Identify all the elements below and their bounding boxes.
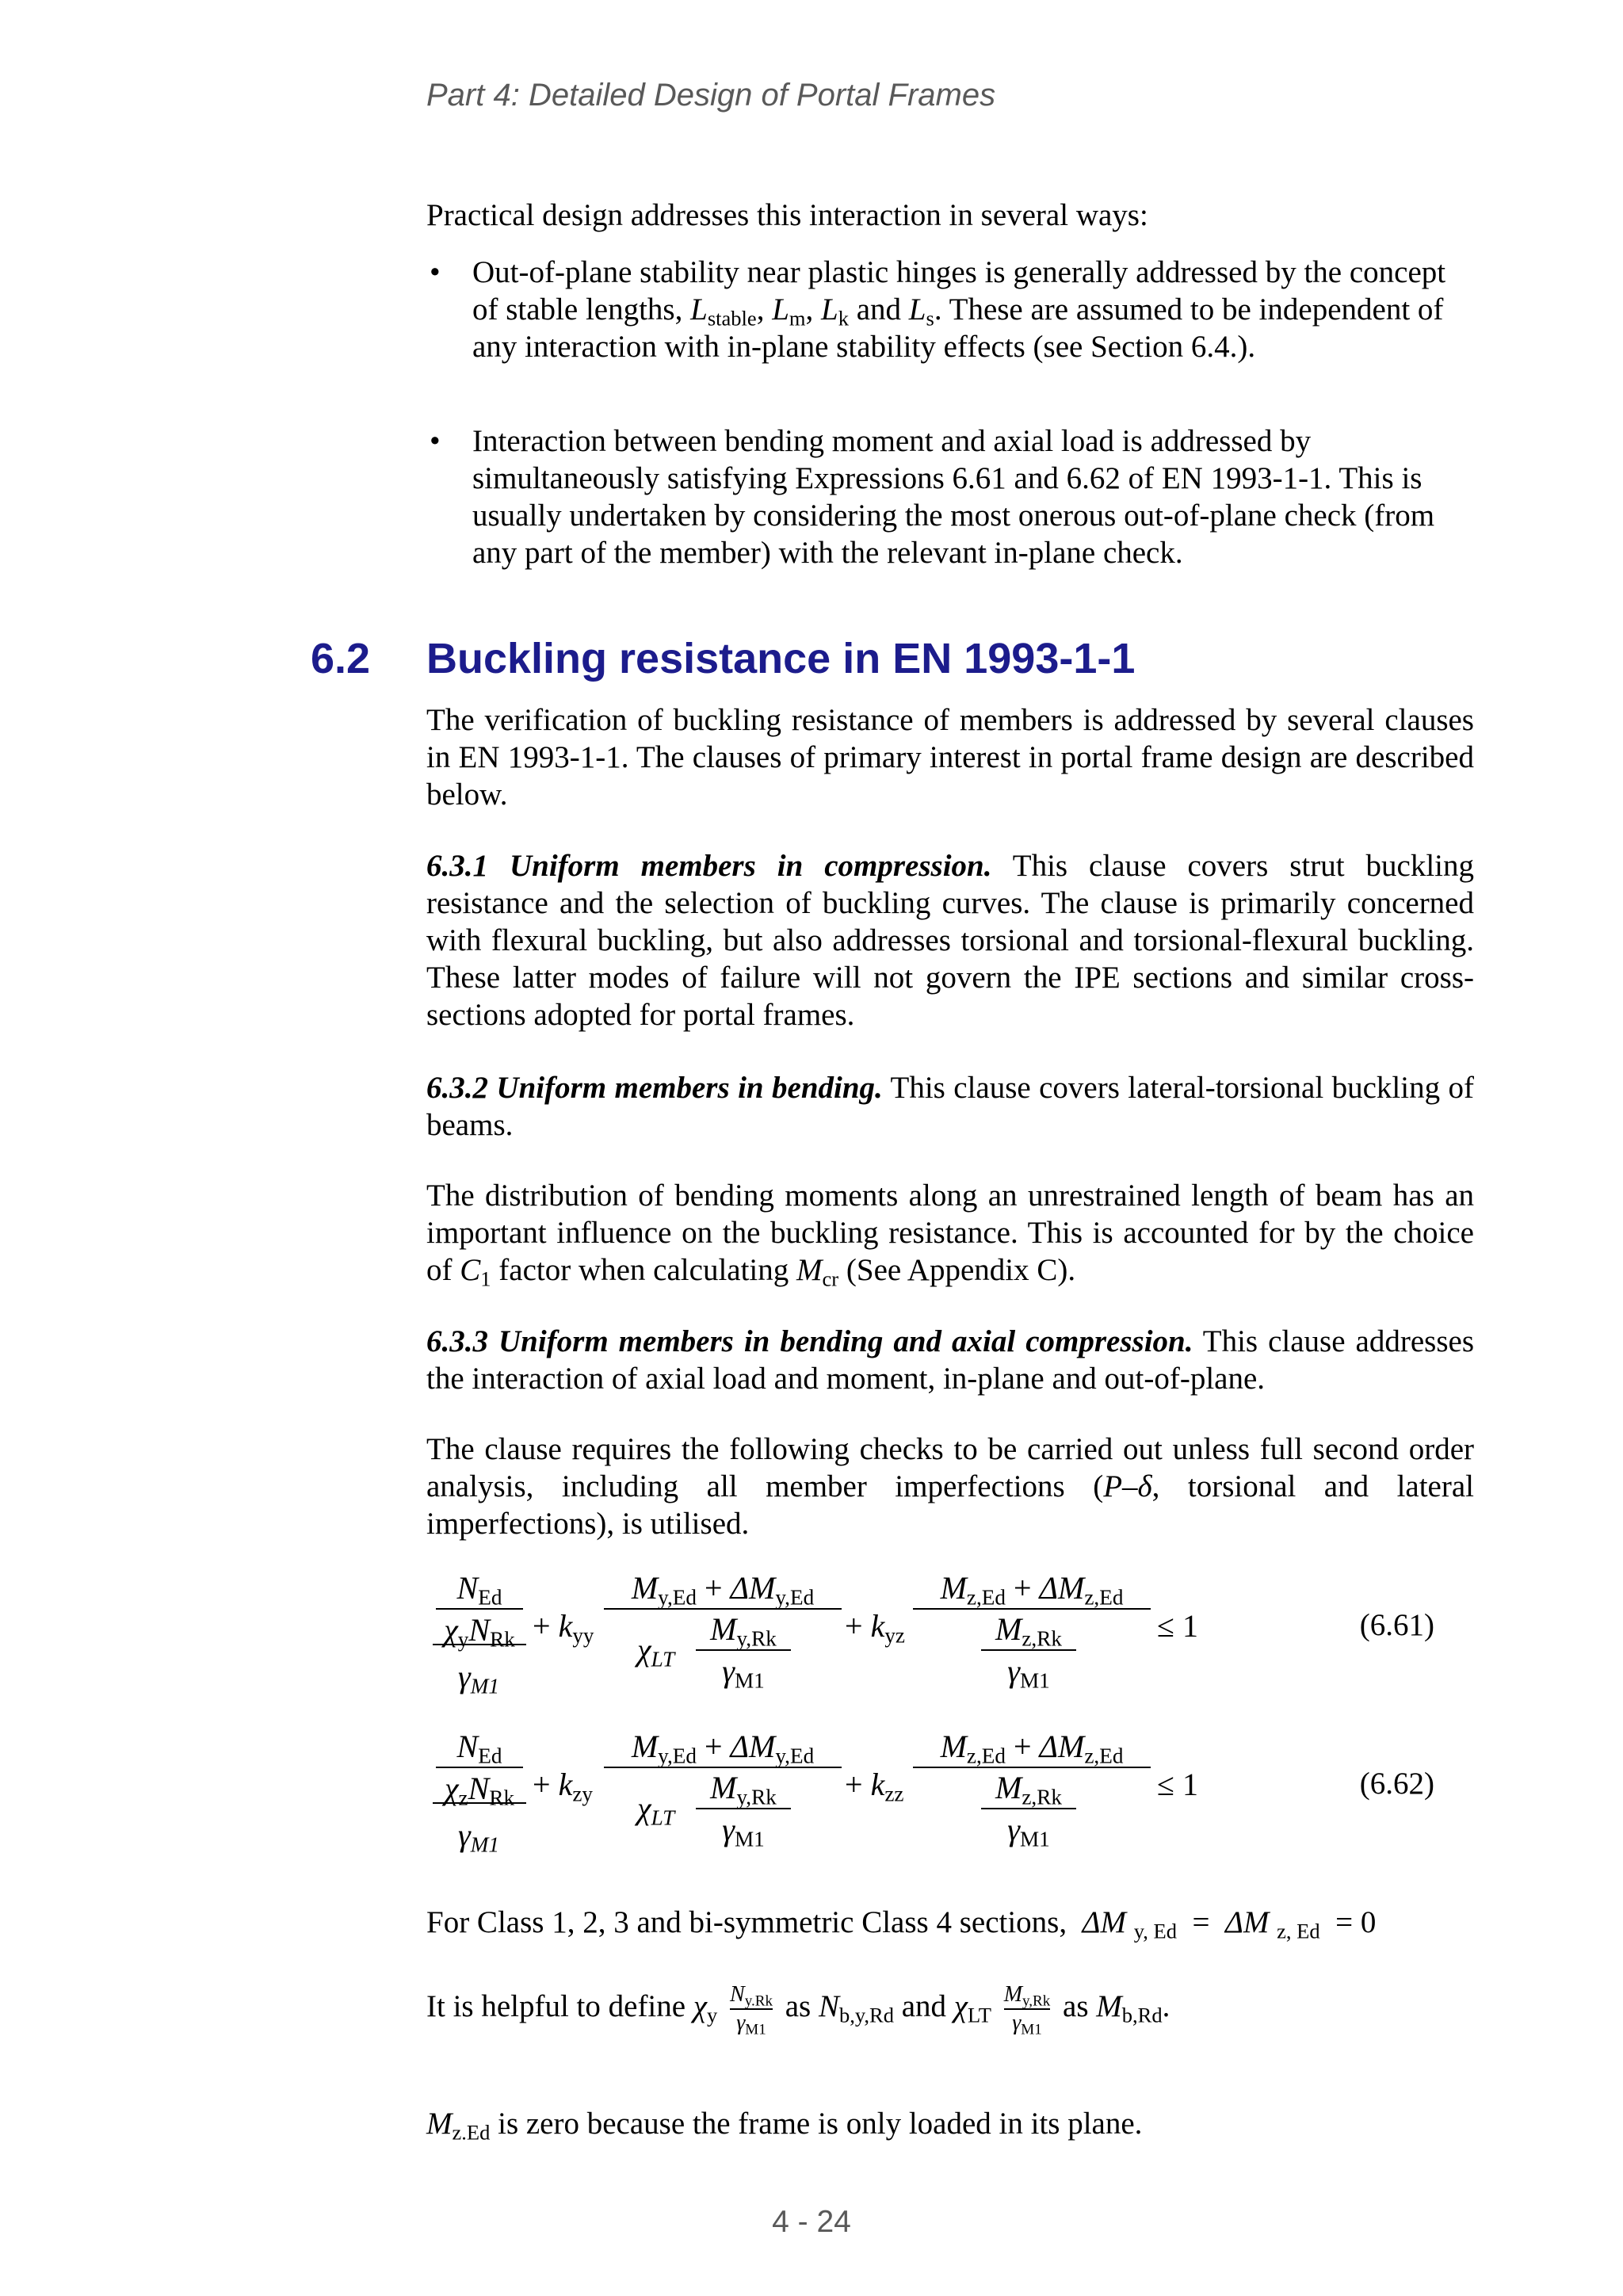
running-header: Part 4: Detailed Design of Portal Frames (426, 78, 996, 113)
clause-632-label: 6.3.2 Uniform members in bending. (426, 1071, 883, 1105)
section-number: 6.2 (311, 635, 371, 682)
bullet-item-1 (426, 254, 1474, 365)
clause-633-label: 6.3.3 Uniform members in bending and axial compression. (426, 1324, 1193, 1358)
equation-6-61: $N_{Ed}$ $\chi_yN_{Rk}$ $\gamma_{M1}$ + $k_{yy}$ $M_{y,Ed} + \Delta M_{y,Ed}$ $\chi_{LT}$ $M_{y,Rk}$ $\gamma_{M1}$ + $k_{yz}$ $M_{z,Ed} + \Delta M_{z,Ed}$ $M_{z,Rk}$ $\gamma_{M1}$ ≤ 1 (6.61) (426, 1569, 1474, 1736)
bullet-text-2: Interaction between bending moment and axial load is addressed by simultaneously satisfying Expressions 6.61 and 6.62 of EN 1993-1-1. This is usually undertaken by considering the most onerous out-of-plane check (from any part of the member) with the relevant in-plane check. (472, 424, 1435, 570)
clause-631-paragraph: 6.3.1 Uniform members in compression. This clause covers strut buckling resistance and the selection of buckling curves. The clause is primarily concerned with flexural buckling, but also addresses torsional and torsional-flexural buckling. These latter modes of failure will not govern the IPE sections and similar cross-sections adopted for portal frames. (426, 849, 1475, 1032)
checks-paragraph: The clause requires the following checks to be carried out unless full second order analysis, including all member imperfections (P–δ, torsional and lateral imperfections), is utilised. (426, 1432, 1474, 1541)
bullet-item-2 (426, 422, 1474, 571)
clause-632-paragraph: 6.3.2 Uniform members in bending. This clause covers lateral-torsional buckling of beams. (426, 1071, 1474, 1142)
define-paragraph: It is helpful to define $\chi_y$ $\frac{N_{y.Rk}}{\gamma_{M1}}$ as $N_{b,y,Rd}$ and $\chi_{LT}$ $\frac{M_{y,Rk}}{\gamma_{M1}}$ as $M_{b,Rd}$. (426, 1982, 1170, 2038)
class-sections-paragraph: For Class 1, 2, 3 and bi-symmetric Class 4 sections, ΔM $_{y, Ed}$ = ΔM $_{z, Ed}$ = 0 (426, 1905, 1377, 1943)
bullet-icon: • (430, 255, 441, 289)
equation-6-62: $N_{Ed}$ $\chi_zN_{Rk}$ $\gamma_{M1}$ + $k_{zy}$ $M_{y,Ed} + \Delta M_{y,Ed}$ $\chi_{LT}$ $M_{y,Rk}$ $\gamma_{M1}$ + $k_{zz}$ $M_{z,Ed} + \Delta M_{z,Ed}$ $M_{z,Rk}$ $\gamma_{M1}$ ≤ 1 (6.62) (426, 1728, 1474, 1894)
equation-number-6-62: (6.62) (1359, 1767, 1434, 1801)
section-title: Buckling resistance in EN 1993-1-1 (426, 635, 1136, 682)
clause-631-label: 6.3.1 Uniform members in compression. (426, 849, 992, 883)
clause-633-paragraph: 6.3.3 Uniform members in bending and axial compression. This clause addresses the interaction of axial load and moment, in-plane and out-of-plane. (426, 1324, 1474, 1396)
mz-paragraph: $M_{z.Ed}$ is zero because the frame is only loaded in its plane. (426, 2107, 1143, 2145)
intro-paragraph: Practical design addresses this interaction in several ways: (426, 198, 1148, 232)
equation-number-6-61: (6.61) (1359, 1608, 1434, 1642)
section-intro-paragraph: The verification of buckling resistance of members is addressed by several clauses in EN 1993-1-1. The clauses of primary interest in portal frame design are described below. (426, 703, 1474, 812)
page-number: 4 - 24 (772, 2205, 851, 2239)
moment-distribution-paragraph: The distribution of bending moments along an unrestrained length of beam has an important influence on the buckling resistance. This is accounted for by the choice of $C_1$ factor when calculating $M_{cr}$ (See Appendix C). (426, 1179, 1474, 1291)
bullet-text-1: Out-of-plane stability near plastic hinges is generally addressed by the concept of stable lengths, $L_{stable}$, $L_m$, $L_k$ and $L_s$. These are assumed to be independent of any interaction with in-plane stability effects (see Section 6.4.). (472, 255, 1446, 364)
bullet-icon: • (430, 424, 441, 458)
